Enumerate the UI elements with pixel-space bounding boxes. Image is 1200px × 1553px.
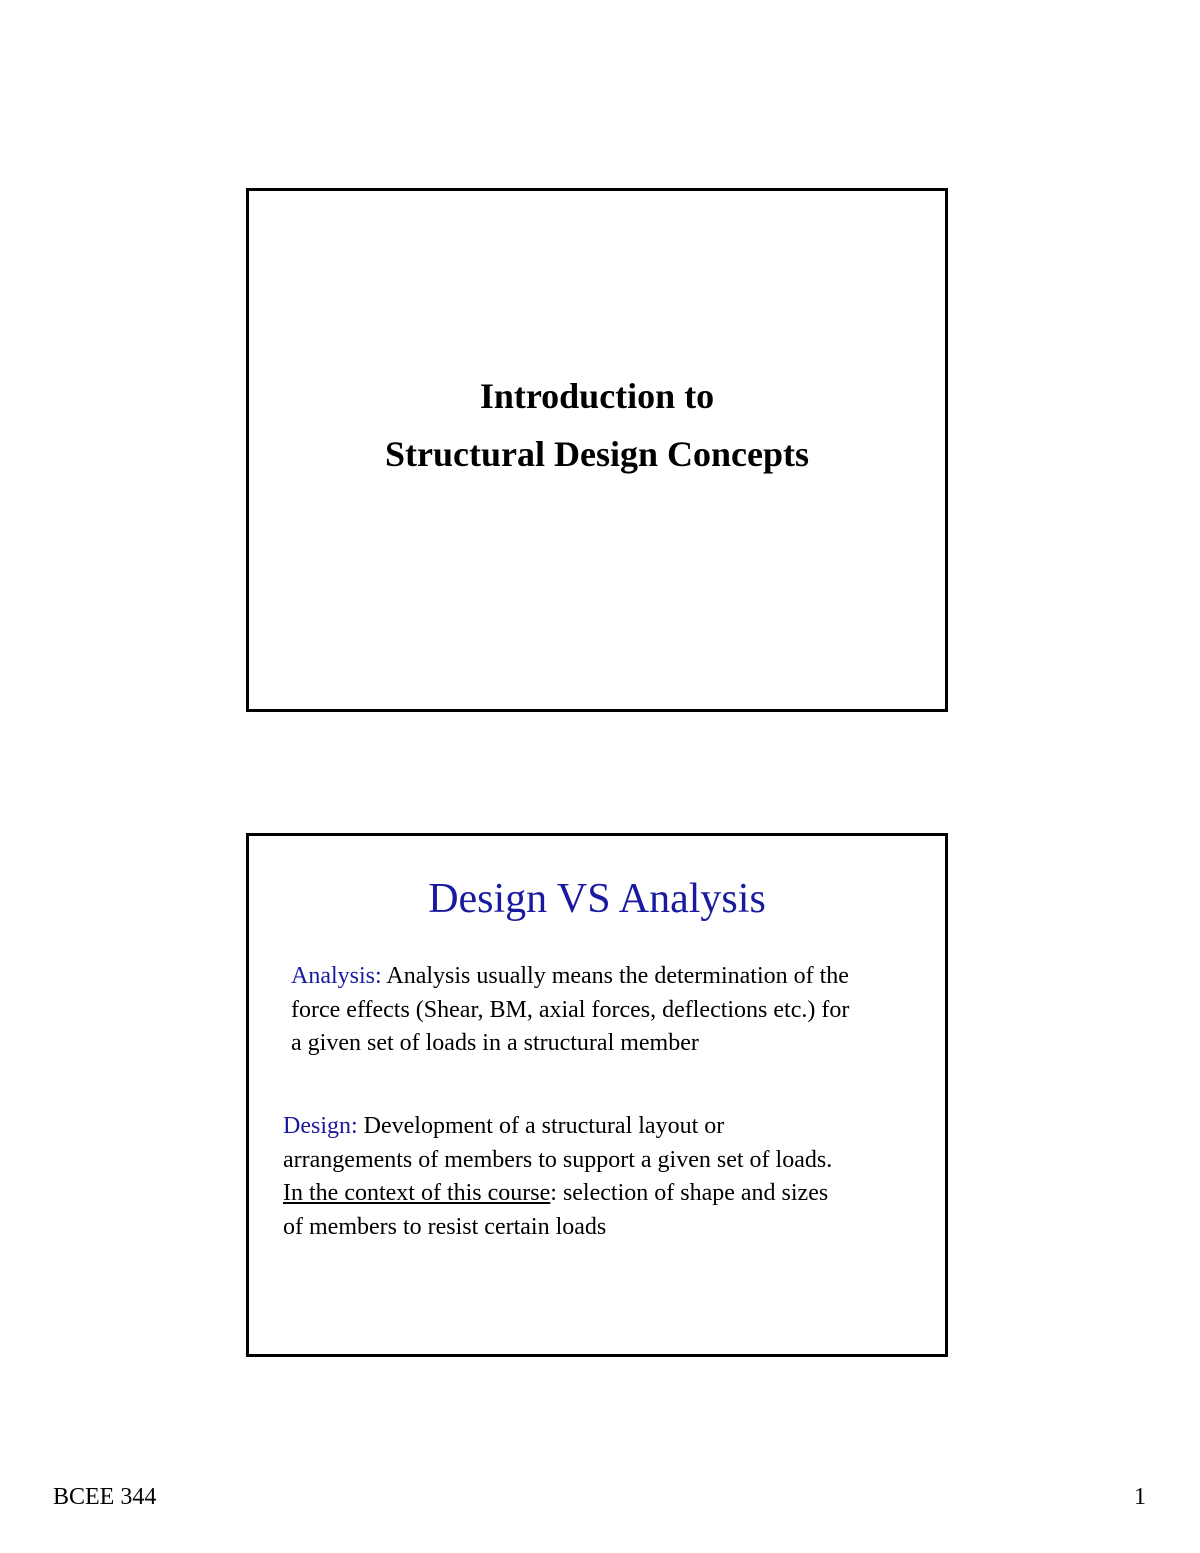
slide-design-vs-analysis (246, 833, 948, 1357)
design-line-4: of members to resist certain loads (283, 1213, 607, 1240)
slide1-title (249, 367, 945, 483)
slide1-title-line2: Structural Design Concepts (385, 434, 809, 474)
design-line-2: arrangements of members to support a given set of loads. (283, 1146, 833, 1173)
design-term: Design: (283, 1113, 358, 1139)
design-paragraph (283, 1110, 832, 1244)
footer-course-code: BCEE 344 (53, 1484, 157, 1510)
analysis-paragraph (291, 960, 849, 1061)
analysis-line-2: force effects (Shear, BM, axial forces, deflections etc.) for (291, 996, 850, 1023)
analysis-term: Analysis: (291, 963, 382, 989)
analysis-line-1-text: Analysis usually means the determination of the (386, 963, 849, 989)
slide1-title-line1: Introduction to (479, 376, 715, 416)
design-line-1 (283, 1110, 832, 1144)
slide2-title: Design VS Analysis (428, 876, 766, 922)
analysis-line-3: a given set of loads in a structural member (291, 1030, 699, 1056)
design-line-1-text: Development of a structural layout or (363, 1113, 725, 1139)
design-line-3 (283, 1177, 832, 1211)
design-line-3-text: selection of shape and sizes (562, 1180, 829, 1206)
analysis-line-1 (291, 960, 849, 994)
course-context-label: In the context of this course (283, 1180, 551, 1206)
course-context-colon: : (550, 1180, 557, 1206)
footer-page-number: 1 (1134, 1484, 1146, 1510)
slide-title-card (246, 188, 948, 712)
